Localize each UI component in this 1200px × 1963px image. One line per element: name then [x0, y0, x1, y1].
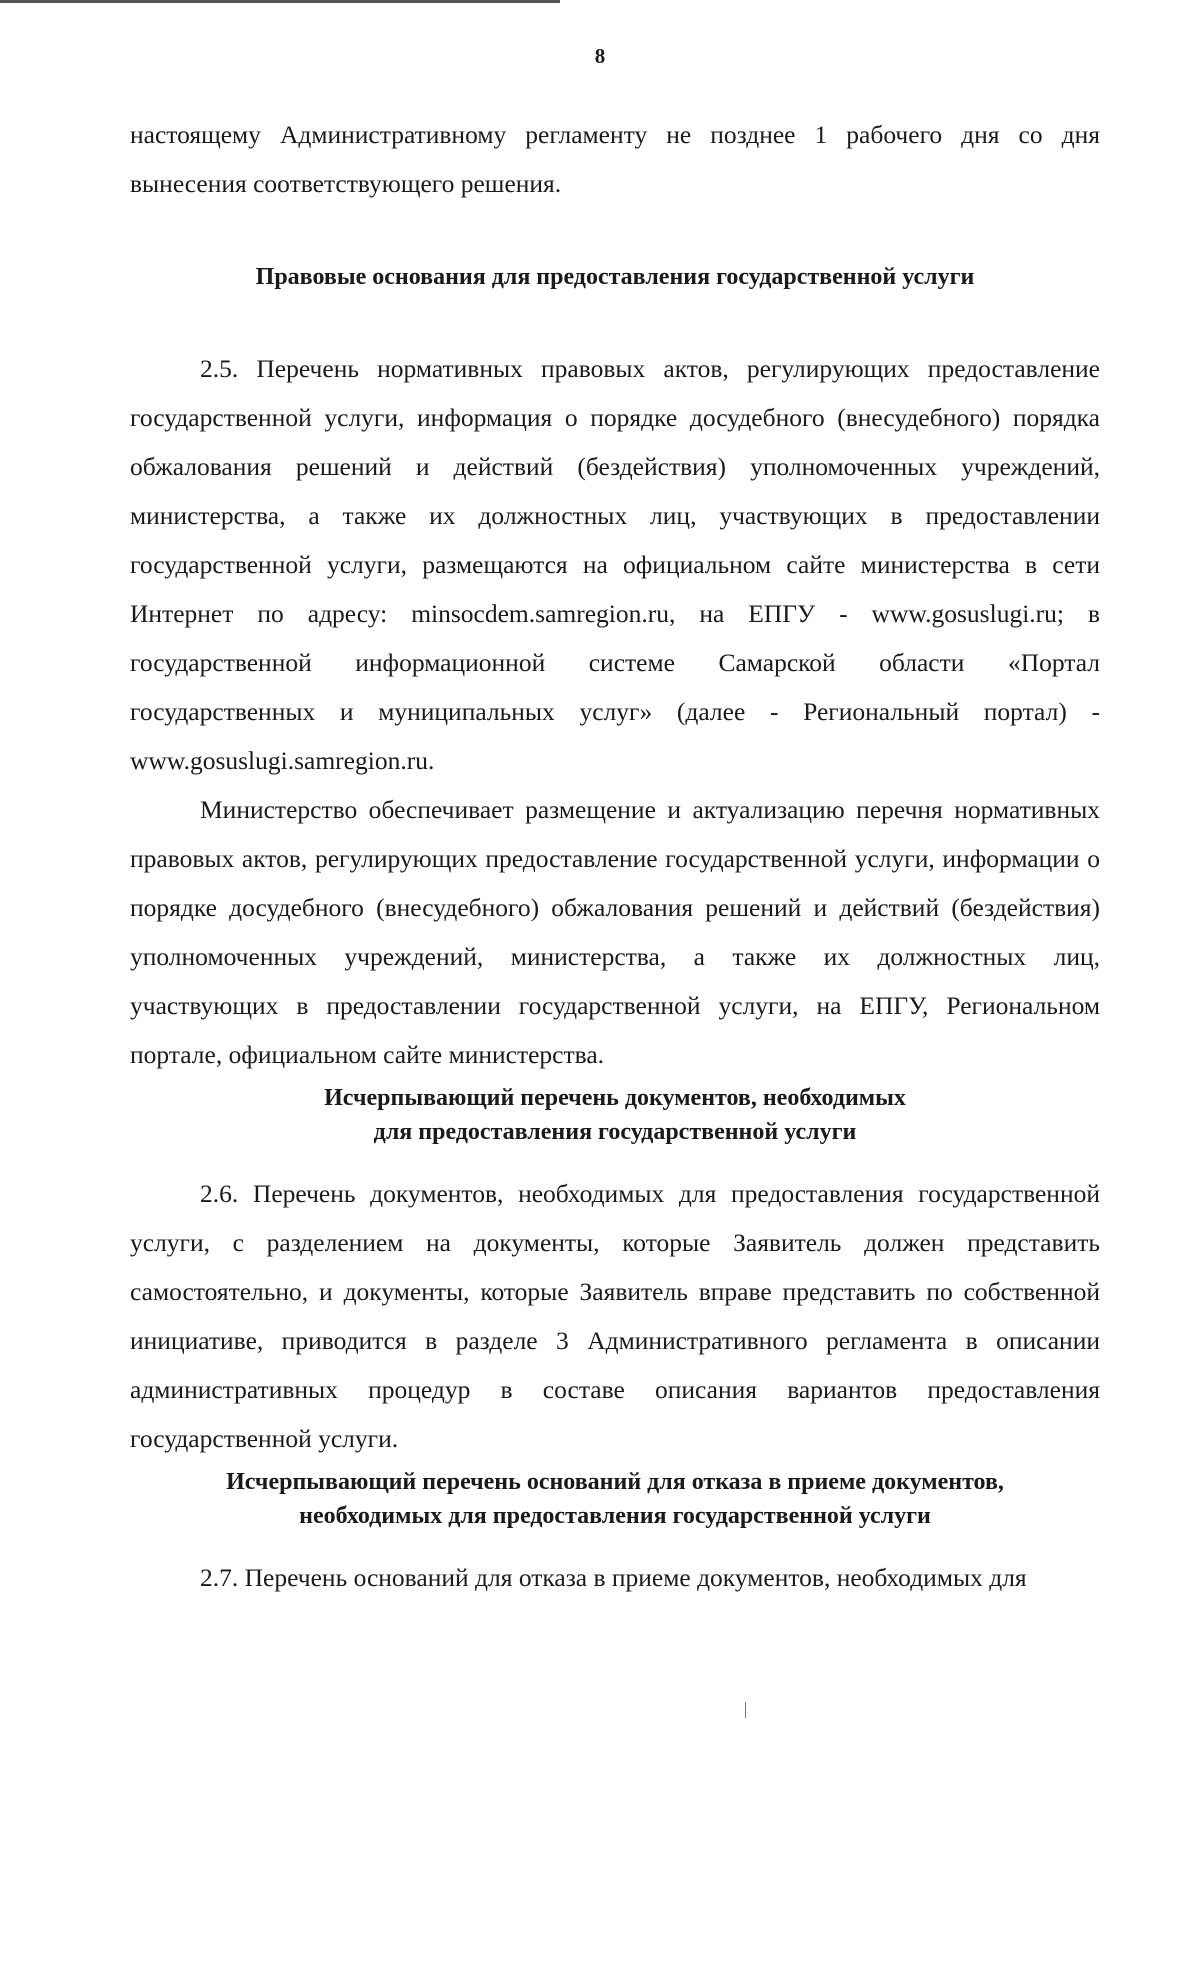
paragraph-2-6: 2.6. Перечень документов, необходимых для предоставления государственной услуги, с разделением на документы, которые Заявитель должен представить самостоятельно, и документы, которые Заявитель вправе представить по собственной инициативе, приводится в разделе 3 Административного регламента в описании административных процедур в составе описания вариантов предоставления государственной услуги. [130, 1179, 1100, 1453]
heading-line: Исчерпывающий перечень оснований для отказа в приеме документов, [226, 1469, 1004, 1495]
heading-line: необходимых для предоставления государственной услуги [299, 1503, 931, 1529]
scan-artifact-mark [745, 1702, 746, 1718]
section-heading-legal-basis: Правовые основания для предоставления государственной услуги [255, 264, 975, 290]
paragraph-ministry: Министерство обеспечивает размещение и актуализацию перечня нормативных правовых актов, регулирующих предоставление государственной услуги, информации о порядке досудебного (внесудебного) обжалования решений и действий (бездействия) уполномоченных учреждений, министерства, а также их должностных лиц, участвующих в предоставлении государственной услуги, на ЕПГУ, Региональном портале, официальном сайте министерства. [130, 795, 1100, 1069]
paragraph-2-5: 2.5. Перечень нормативных правовых актов, регулирующих предоставление государственной услуги, информация о порядке досудебного (внесудебного) порядка обжалования решений и действий (бездействия) уполномоченных учреждений, министерства, а также их должностных лиц, участвующих в предоставлении государственной услуги, размещаются на официальном сайте министерства в сети Интернет по адресу: minsocdem.samregion.ru, на ЕПГУ - www.gosuslugi.ru; в государственной информационной системе Самарской области «Портал государственных и муниципальных услуг» (далее - Региональный портал) - www.gosuslugi.samregion.ru. [130, 354, 1100, 775]
section-heading-documents-list [130, 1081, 1100, 1149]
paragraph-continuation: настоящему Административному регламенту не позднее 1 рабочего дня со дня вынесения соответствующего решения. [130, 120, 1100, 198]
page-number: 8 [594, 44, 606, 68]
paragraph-2-7: 2.7. Перечень оснований для отказа в приеме документов, необходимых для [200, 1563, 1027, 1592]
heading-line: Исчерпывающий перечень документов, необходимых [324, 1085, 906, 1111]
document-body [130, 110, 1100, 1602]
heading-line: для предоставления государственной услуги [373, 1119, 857, 1145]
section-heading-refusal-grounds [130, 1465, 1100, 1533]
scan-edge-line [0, 0, 560, 3]
